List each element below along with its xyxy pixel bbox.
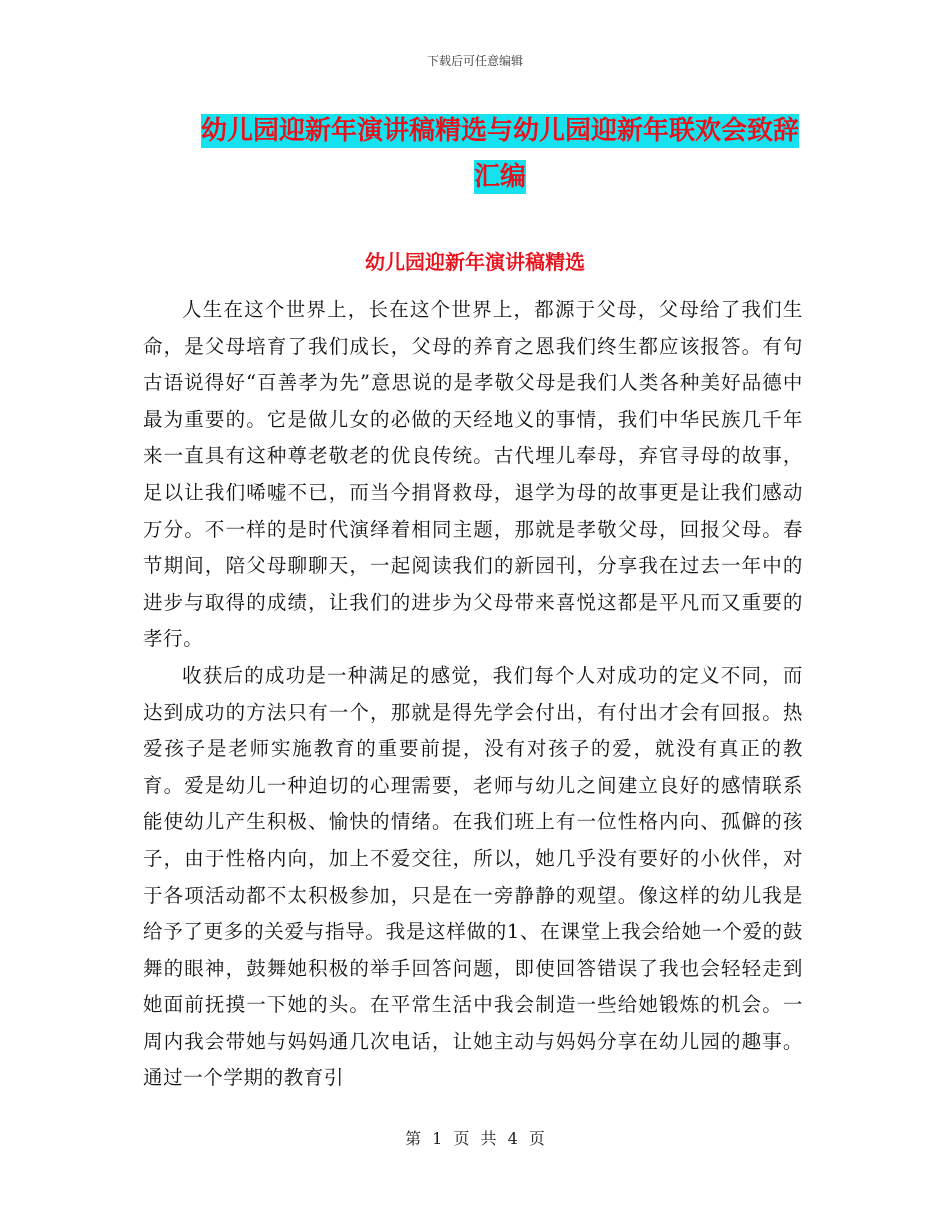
- body-paragraph: 收获后的成功是一种满足的感觉，我们每个人对成功的定义不同，而达到成功的方法只有一个，那就是得先学会付出，有付出才会有回报。热爱孩子是老师实施教育的重要前提，没有对孩子的爱，就没有真正的教育。爱是幼儿一种迫切的心理需要，老师与幼儿之间建立良好的感情联系能使幼儿产生积极、愉快的情绪。在我们班上有一位性格内向、孤僻的孩子，由于性格内向，加上不爱交往，所以，她几乎没有要好的小伙伴，对于各项活动都不太积极参加，只是在一旁静静的观望。像这样的幼儿我是给予了更多的关爱与指导。我是这样做的1、在课堂上我会给她一个爱的鼓舞的眼神，鼓舞她积极的举手回答问题，即使回答错误了我也会轻轻走到她面前抚摸一下她的头。在平常生活中我会制造一些给她锻炼的机会。一周内我会带她与妈妈通几次电话，让她主动与妈妈分享在幼儿园的趣事。通过一个学期的教育引: [143, 663, 803, 1090]
- body-paragraph: 人生在这个世界上，长在这个世界上，都源于父母，父母给了我们生命，是父母培育了我们成长，父母的养育之恩我们终生都应该报答。有句古语说得好“百善孝为先”意思说的是孝敬父母是我们人类各种美好品德中最为重要的。它是做儿女的必做的天经地义的事情，我们中华民族几千年来一直具有这种尊老敬老的优良传统。古代埋儿奉母，弃官寻母的故事，足以让我们唏嘘不已，而当今捐肾救母，退学为母的故事更是让我们感动万分。不一样的是时代演绎着相同主题，那就是孝敬父母，回报父母。春节期间，陪父母聊聊天，一起阅读我们的新园刊，分享我在过去一年中的进步与取得的成绩，让我们的进步为父母带来喜悦这都是平凡而又重要的孝行。: [143, 298, 803, 651]
- document-title: [190, 108, 810, 200]
- body-text: [143, 292, 803, 1097]
- page-number-footer: 第 1 页 共 4 页: [405, 1129, 545, 1148]
- header-note: 下载后可任意编辑: [426, 54, 523, 68]
- document-title-line-1: 幼儿园迎新年演讲稿精选与幼儿园迎新年联欢会致辞: [200, 116, 799, 146]
- section-title: 幼儿园迎新年演讲稿精选: [365, 250, 585, 274]
- document-title-line-2: 汇编: [473, 162, 526, 192]
